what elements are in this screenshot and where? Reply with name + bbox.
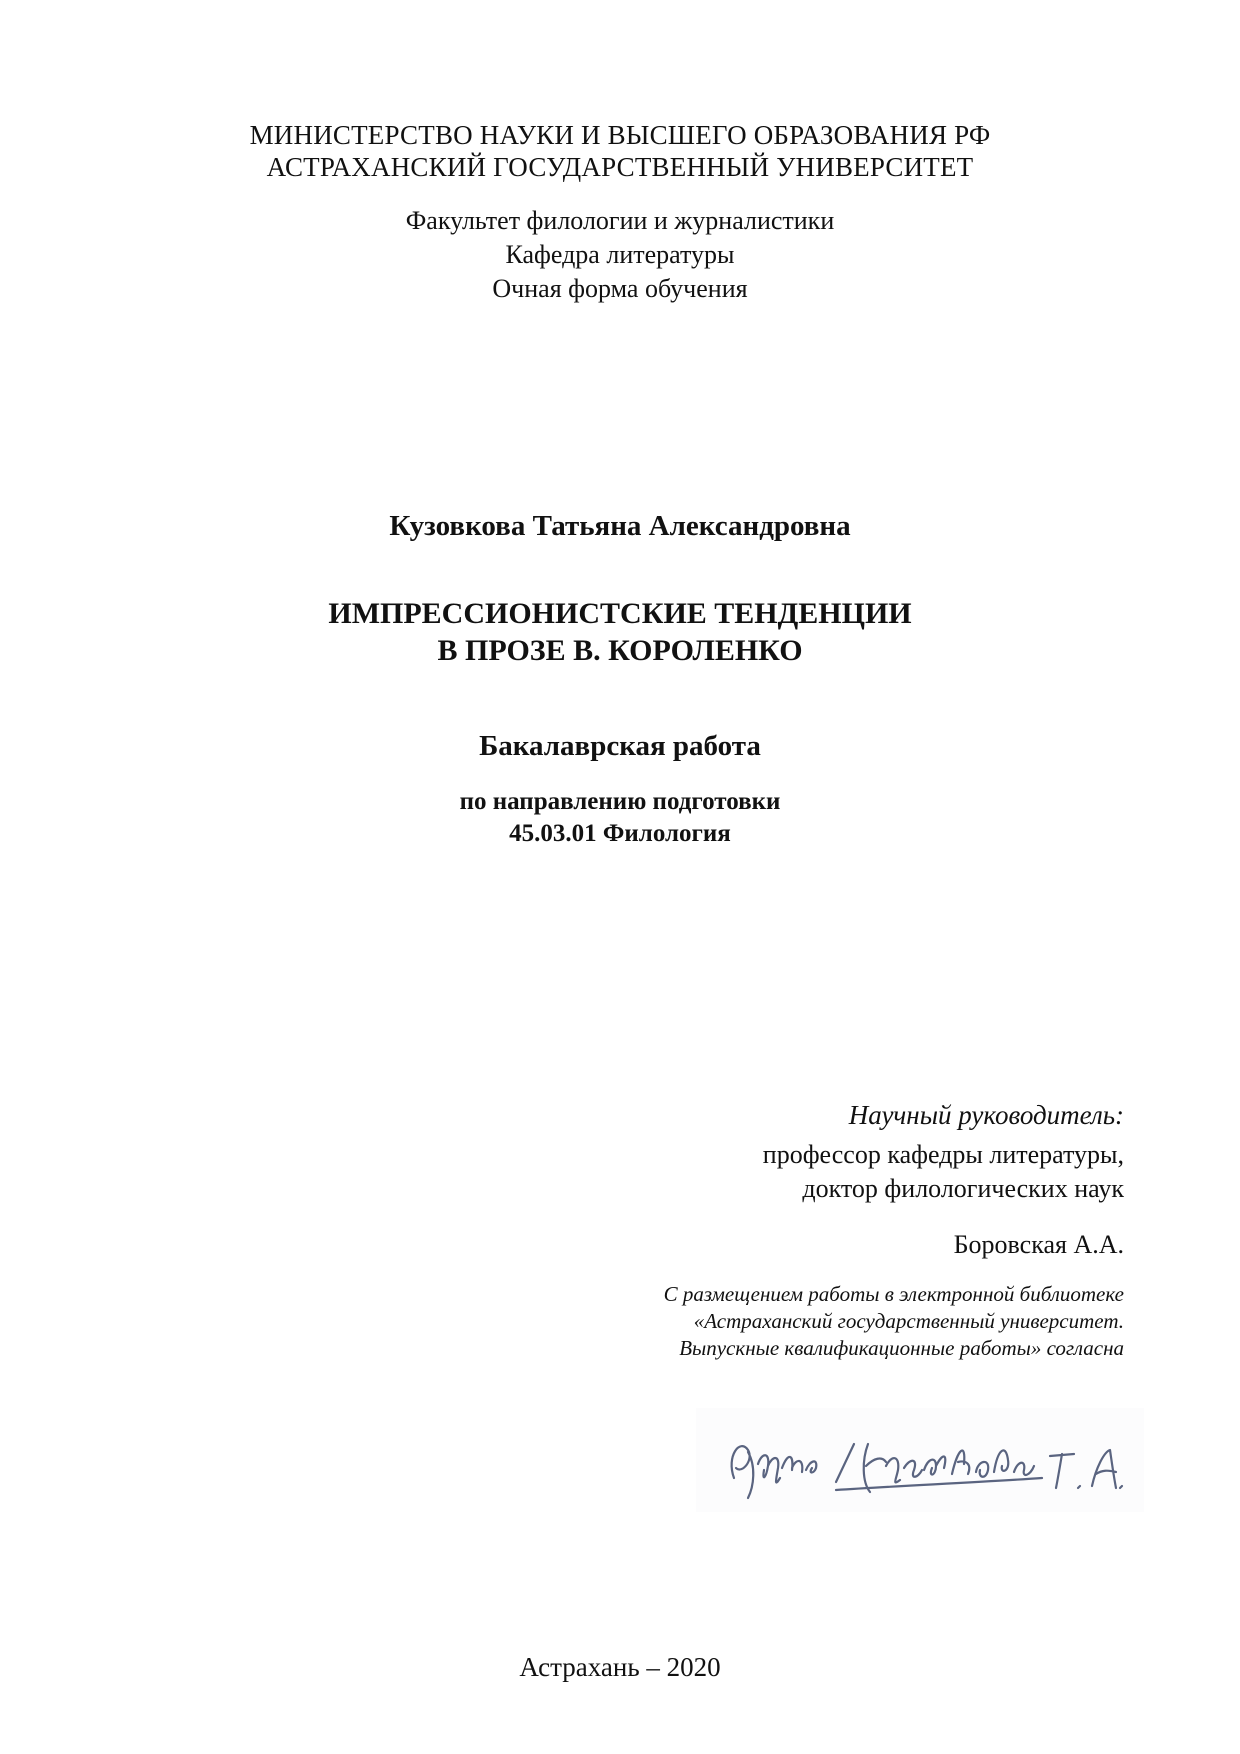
consent-line-2: «Астраханский государственный университет. <box>693 1309 1124 1333</box>
supervisor-position-line-1: профессор кафедры литературы, <box>762 1140 1124 1169</box>
work-type: Бакалаврская работа <box>479 730 761 762</box>
city-year: Астрахань – 2020 <box>519 1652 721 1682</box>
study-form: Очная форма обучения <box>492 274 748 303</box>
work-title-line-2: В ПРОЗЕ В. КОРОЛЕНКО <box>437 634 803 667</box>
supervisor-label: Научный руководитель: <box>848 1100 1124 1130</box>
supervisor-name: Боровская А.А. <box>953 1230 1124 1259</box>
author-name: Кузовкова Татьяна Александровна <box>389 510 851 542</box>
department-name: Кафедра литературы <box>505 240 735 269</box>
direction-line-2: 45.03.01 Филология <box>509 820 731 847</box>
direction-line-1: по направлению подготовки <box>459 788 781 815</box>
faculty-name: Факультет филологии и журналистики <box>405 206 835 235</box>
university-name: АСТРАХАНСКИЙ ГОСУДАРСТВЕННЫЙ УНИВЕРСИТЕТ <box>266 152 974 182</box>
handwritten-signature <box>696 1408 1144 1512</box>
work-title-line-1: ИМПРЕССИОНИСТСКИЕ ТЕНДЕНЦИИ <box>328 597 912 630</box>
consent-line-3: Выпускные квалификационные работы» согласна <box>679 1336 1124 1360</box>
supervisor-position-line-2: доктор филологических наук <box>802 1174 1124 1203</box>
ministry-name: МИНИСТЕРСТВО НАУКИ И ВЫСШЕГО ОБРАЗОВАНИЯ РФ <box>249 120 991 150</box>
signature-drawing <box>696 1408 1144 1512</box>
consent-line-1: С размещением работы в электронной библиотеке <box>663 1282 1124 1306</box>
